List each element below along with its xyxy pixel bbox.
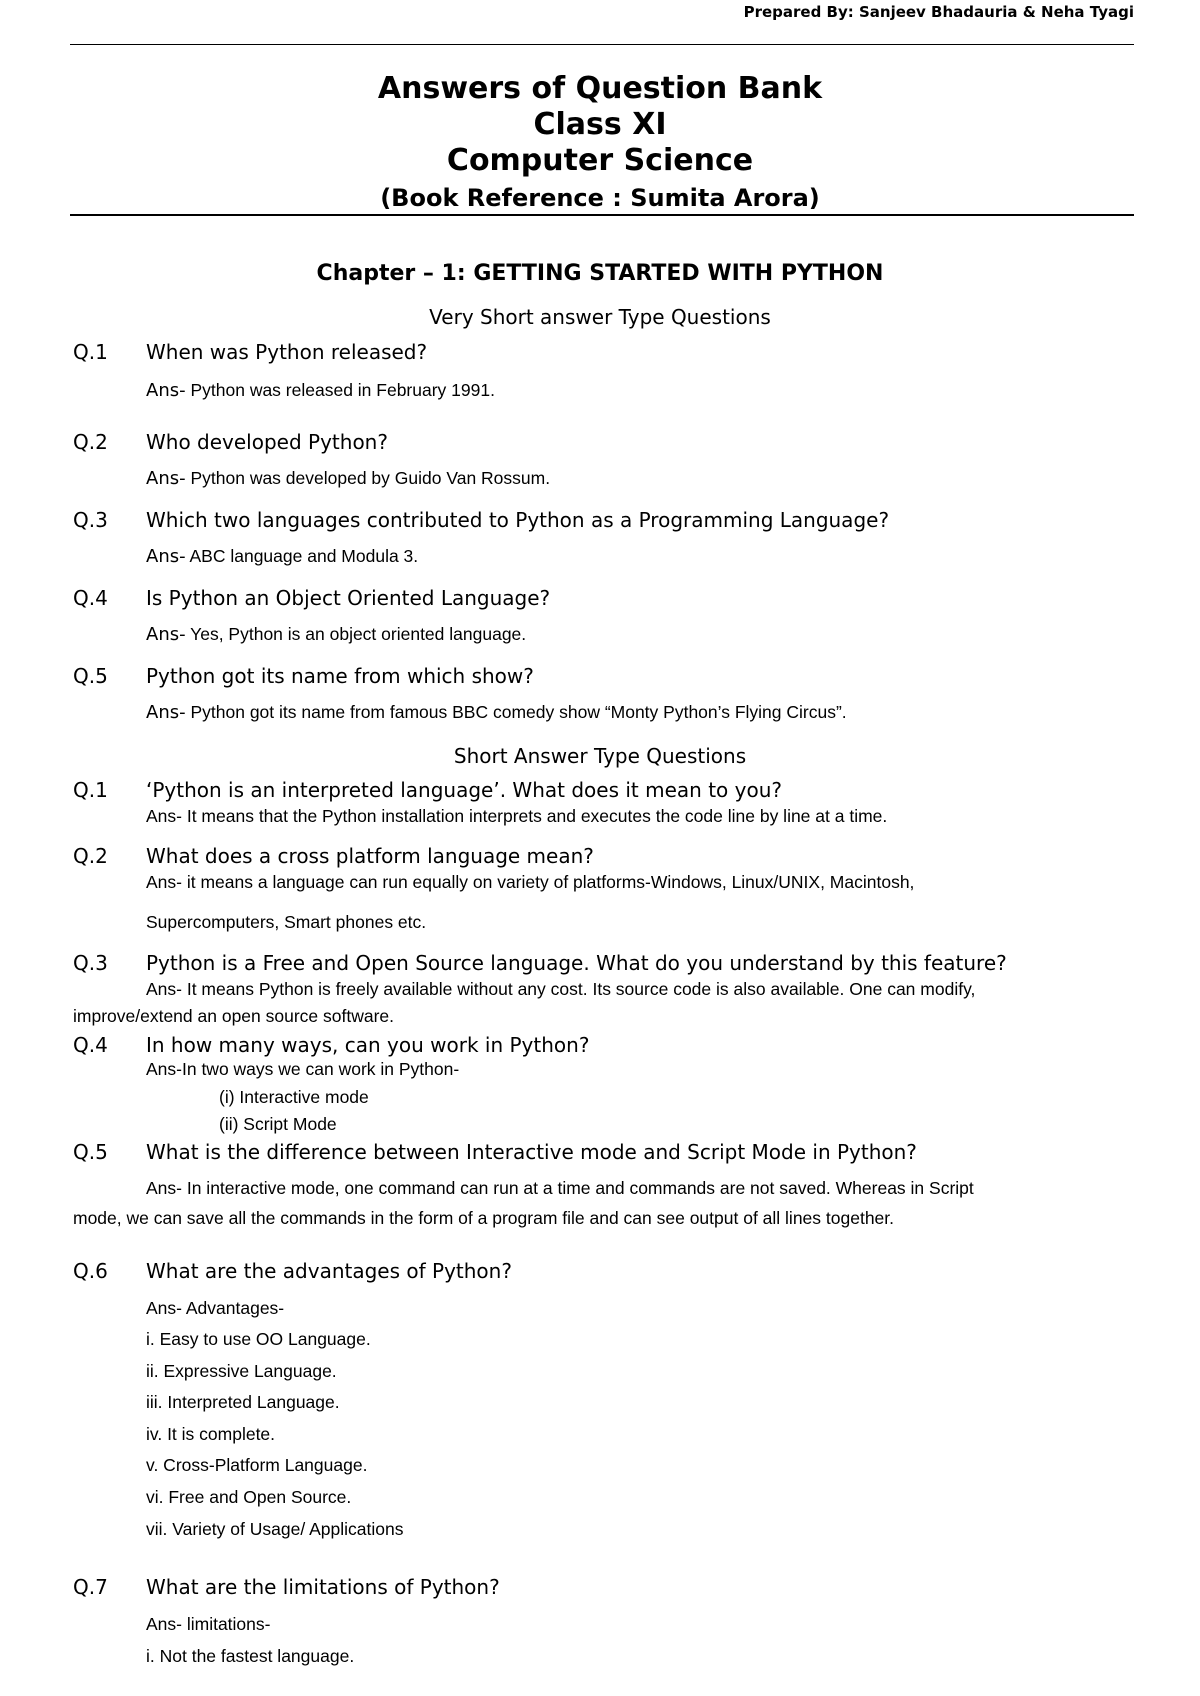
question-number: Q.6 <box>73 1259 108 1283</box>
answer-text: Ans- Advantages- <box>146 1298 285 1318</box>
answer-text: Python was developed by Guido Van Rossum. <box>185 468 551 488</box>
question-text: What are the advantages of Python? <box>146 1259 512 1283</box>
list-item: i. Easy to use OO Language. <box>146 1329 371 1349</box>
answer <box>146 468 550 489</box>
answer-text: Ans-In two ways we can work in Python- <box>146 1059 460 1079</box>
header-rule <box>70 44 1134 45</box>
answer-text: Ans- limitations- <box>146 1614 271 1634</box>
answer <box>146 380 495 401</box>
question-text: What does a cross platform language mean? <box>146 844 594 868</box>
prepared-by-header: Prepared By: Sanjeev Bhadauria & Neha Tyagi <box>743 3 1134 21</box>
answer-text: Python was released in February 1991. <box>185 380 495 400</box>
answer-text: Ans- It means that the Python installation interprets and executes the code line by line at a time. <box>146 806 888 826</box>
doc-title-line3: Computer Science <box>446 143 754 178</box>
list-item: v. Cross-Platform Language. <box>146 1455 368 1475</box>
question-number: Q.4 <box>73 586 108 610</box>
answer-label: Ans- <box>146 702 186 723</box>
doc-title-line1: Answers of Question Bank <box>377 71 823 106</box>
section-heading-very-short: Very Short answer Type Questions <box>429 305 771 329</box>
answer-text: ABC language and Modula 3. <box>185 546 419 566</box>
answer-text: Supercomputers, Smart phones etc. <box>146 912 427 932</box>
list-item: iv. It is complete. <box>146 1424 276 1444</box>
answer-text: mode, we can save all the commands in the form of a program file and can see output of all lines together. <box>73 1208 895 1228</box>
question-text: When was Python released? <box>146 340 428 364</box>
answer-text: Ans- In interactive mode, one command can run at a time and commands are not saved. Whereas in Script <box>146 1178 974 1198</box>
list-item: vi. Free and Open Source. <box>146 1487 352 1507</box>
question-text: What is the difference between Interactive mode and Script Mode in Python? <box>146 1140 917 1164</box>
list-item: (i) Interactive mode <box>219 1087 369 1107</box>
title-rule <box>70 214 1134 216</box>
question-number: Q.2 <box>73 844 108 868</box>
book-reference: (Book Reference : Sumita Arora) <box>380 184 820 212</box>
question-number: Q.4 <box>73 1033 108 1057</box>
question-number: Q.3 <box>73 508 108 532</box>
chapter-heading: Chapter – 1: GETTING STARTED WITH PYTHON <box>316 261 884 286</box>
answer <box>146 702 847 723</box>
list-item: (ii) Script Mode <box>219 1114 337 1134</box>
question-text: Is Python an Object Oriented Language? <box>146 586 551 610</box>
question-number: Q.1 <box>73 778 108 802</box>
answer-text: Python got its name from famous BBC comedy show “Monty Python’s Flying Circus”. <box>185 702 847 722</box>
answer <box>146 546 418 567</box>
question-number: Q.5 <box>73 664 108 688</box>
list-item: vii. Variety of Usage/ Applications <box>146 1519 404 1539</box>
answer-label: Ans- <box>146 380 186 401</box>
list-item: i. Not the fastest language. <box>146 1646 355 1666</box>
question-text: Which two languages contributed to Python as a Programming Language? <box>146 508 890 532</box>
answer-label: Ans- <box>146 624 186 645</box>
question-number: Q.5 <box>73 1140 108 1164</box>
question-number: Q.7 <box>73 1575 108 1599</box>
section-heading-short: Short Answer Type Questions <box>453 744 747 768</box>
question-text: In how many ways, can you work in Python? <box>146 1033 590 1057</box>
question-number: Q.2 <box>73 430 108 454</box>
answer-text: improve/extend an open source software. <box>73 1006 395 1026</box>
answer <box>146 624 526 645</box>
answer-text: Yes, Python is an object oriented language. <box>185 624 527 644</box>
answer-text: Ans- It means Python is freely available without any cost. Its source code is also available. One can modify, <box>146 979 976 999</box>
question-text: Python is a Free and Open Source language. What do you understand by this feature? <box>146 951 1007 975</box>
list-item: iii. Interpreted Language. <box>146 1392 340 1412</box>
question-text: What are the limitations of Python? <box>146 1575 500 1599</box>
question-number: Q.1 <box>73 340 108 364</box>
question-number: Q.3 <box>73 951 108 975</box>
question-text: Python got its name from which show? <box>146 664 534 688</box>
doc-title-line2: Class XI <box>533 107 667 142</box>
question-text: ‘Python is an interpreted language’. What does it mean to you? <box>146 778 782 802</box>
answer-label: Ans- <box>146 546 186 567</box>
list-item: ii. Expressive Language. <box>146 1361 337 1381</box>
answer-text: Ans- it means a language can run equally on variety of platforms-Windows, Linux/UNIX, Macintosh, <box>146 872 915 892</box>
question-text: Who developed Python? <box>146 430 388 454</box>
answer-label: Ans- <box>146 468 186 489</box>
